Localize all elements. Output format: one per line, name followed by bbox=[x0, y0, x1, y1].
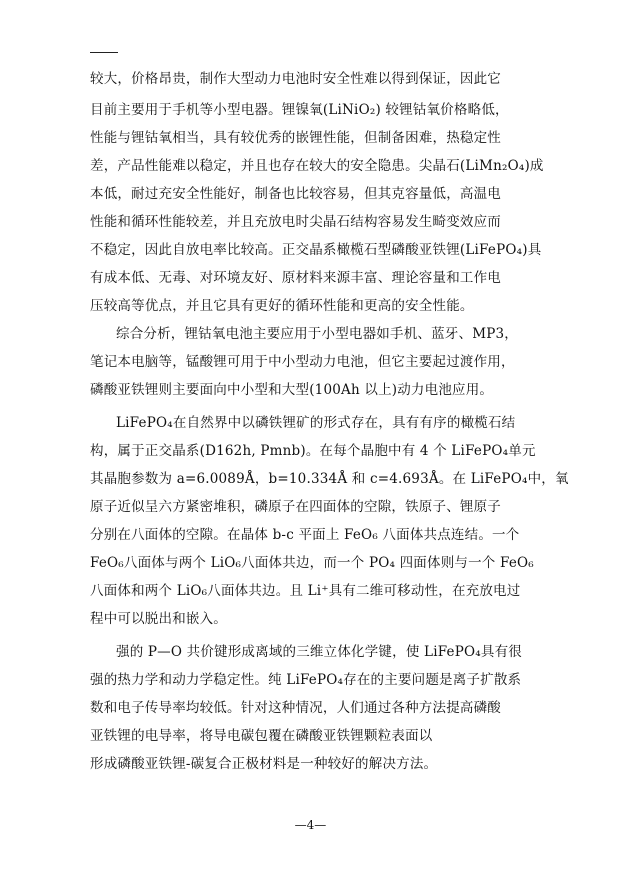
text-line: 强的 P—O 共价键形成离域的三维立体化学键，使 LiFePO₄具有很 bbox=[116, 644, 522, 660]
text-line: 不稳定，因此自放电率比较高。正交晶系橄榄石型磷酸亚铁锂(LiFePO₄)具 bbox=[90, 242, 542, 258]
text-line: 性能和循环性能较差，并且充放电时尖晶石结构容易发生畸变效应而 bbox=[90, 214, 501, 230]
text-line: 综合分析，锂钴氧电池主要应用于小型电器如手机、蓝牙、MP3， bbox=[116, 326, 518, 342]
text-line: 本低，耐过充安全性能好，制备也比较容易，但其克容量低，高温电 bbox=[90, 186, 501, 202]
text-line: 目前主要用于手机等小型电器。锂镍氧(LiNiO₂) 较锂钴氧价格略低， bbox=[90, 102, 509, 118]
text-line: 其晶胞参数为 a=6.0089Å，b=10.334Å 和 c=4.693Å。在 LiFePO₄中，氧 bbox=[90, 471, 569, 487]
text-line: 程中可以脱出和嵌入。 bbox=[90, 611, 227, 627]
text-line: 笔记本电脑等，锰酸锂可用于中小型动力电池，但它主要起过渡作用， bbox=[90, 354, 515, 370]
header-rule bbox=[90, 52, 118, 53]
text-line: 构，属于正交晶系(D162h, Pmnb)。在每个晶胞中有 4 个 LiFePO₄单元 bbox=[90, 443, 536, 459]
text-line: 形成磷酸亚铁锂-碳复合正极材料是一种较好的解决方法。 bbox=[90, 756, 438, 772]
text-line: 数和电子传导率均较低。针对这种情况，人们通过各种方法提高磷酸 bbox=[90, 700, 501, 716]
text-line: 磷酸亚铁锂则主要面向中小型和大型(100Ah 以上)动力电池应用。 bbox=[90, 382, 494, 398]
text-line: FeO₆八面体与两个 LiO₆八面体共边，而一个 PO₄ 四面体则与一个 FeO₆ bbox=[90, 555, 534, 571]
page-number: —4— bbox=[294, 818, 327, 832]
text-line: 原子近似呈六方紧密堆积，磷原子在四面体的空隙，铁原子、锂原子 bbox=[90, 499, 501, 515]
text-line: 强的热力学和动力学稳定性。纯 LiFePO₄存在的主要问题是离子扩散系 bbox=[90, 672, 522, 688]
text-line: 分别在八面体的空隙。在晶体 b-c 平面上 FeO₆ 八面体共点连结。一个 bbox=[90, 527, 520, 543]
text-line: LiFePO₄在自然界中以磷铁锂矿的形式存在，具有有序的橄榄石结 bbox=[116, 415, 516, 431]
text-line: 差，产品性能难以稳定，并且也存在较大的安全隐患。尖晶石(LiMn₂O₄)成 bbox=[90, 158, 544, 174]
text-line: 有成本低、无毒、对环境友好、原材料来源丰富、理论容量和工作电 bbox=[90, 270, 501, 286]
text-line: 八面体和两个 LiO₆八面体共边。且 Li⁺具有二维可移动性，在充放电过 bbox=[90, 583, 521, 599]
text-line: 压较高等优点，并且它具有更好的循环性能和更高的安全性能。 bbox=[90, 298, 474, 314]
text-line: 亚铁锂的电导率，将导电碳包覆在磷酸亚铁锂颗粒表面以 bbox=[90, 728, 433, 744]
text-line: 性能与锂钴氧相当，具有较优秀的嵌锂性能，但制备困难，热稳定性 bbox=[90, 130, 501, 146]
text-line: 较大，价格昂贵，制作大型动力电池时安全性难以得到保证，因此它 bbox=[90, 71, 501, 87]
